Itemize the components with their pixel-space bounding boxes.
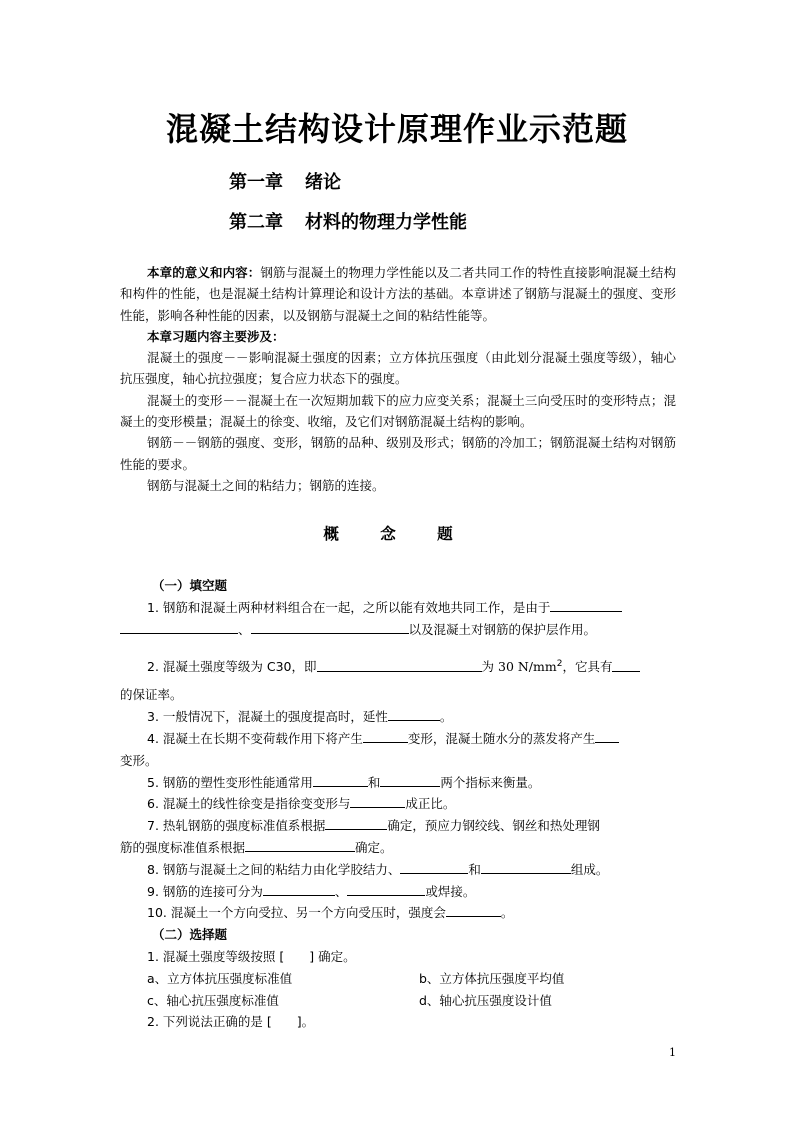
fill-q2-text: 2. 混凝土强度等级为 C30，即 xyxy=(147,659,317,675)
fill-q4-text: 4. 混凝土在长期不变荷载作用下将产生 xyxy=(147,730,363,746)
fill-q1 xyxy=(120,597,676,619)
answer-blank xyxy=(550,597,622,612)
scope-item-3: 钢筋－－钢筋的强度、变形，钢筋的品种、级别及形式；钢筋的冷加工；钢筋混凝土结构对钢筋性能的要求。 xyxy=(120,435,676,472)
chapter-1-name: 绪论 xyxy=(305,172,341,193)
choice-q1-options-ab xyxy=(120,968,676,990)
answer-blank xyxy=(446,902,501,917)
answer-blank xyxy=(263,881,335,896)
choice-option-c: c、轴心抗压强度标准值 xyxy=(147,992,279,1008)
chapter-1-heading xyxy=(229,168,341,194)
fill-q6-text-end: 成正比。 xyxy=(405,796,456,812)
fill-q10-end: 。 xyxy=(500,905,514,921)
fill-q10 xyxy=(120,902,676,924)
fill-q5 xyxy=(120,772,676,794)
answer-blank xyxy=(363,728,408,743)
fill-q8-text: 8. 钢筋与混凝土之间的粘结力由化学胶结力、 xyxy=(147,861,401,877)
fill-q3 xyxy=(120,706,676,728)
chapter-2-number: 第二章 xyxy=(229,212,283,233)
fill-q6 xyxy=(120,793,676,815)
fill-q7-cont xyxy=(120,837,676,859)
answer-blank xyxy=(347,881,425,896)
scope-label: 本章习题内容主要涉及： xyxy=(147,328,285,344)
fill-q5-and: 和 xyxy=(367,774,381,790)
meaning-text: 钢筋与混凝土的物理力学性能以及二者共同工作的特性直接影响混凝土结构和构件的性能，也是混凝土结构计算理论和设计方法的基础。本章讲述了钢筋与混凝土的强度、变形性能，影响各种性能的因素，以及钢筋与混凝土之间的粘结性能等。 xyxy=(120,265,676,323)
fill-q2-text-mid: ，它具有 xyxy=(562,659,613,675)
answer-blank xyxy=(595,728,619,743)
fill-q9 xyxy=(120,881,676,903)
document-title: 混凝土结构设计原理作业示范题 xyxy=(165,110,628,148)
fill-q6-text: 6. 混凝土的线性徐变是指徐变变形与 xyxy=(147,796,351,812)
scope-item-4: 钢筋与混凝土之间的粘结力；钢筋的连接。 xyxy=(147,477,385,493)
choice-q1: 1. 混凝土强度等级按照 [ ] 确定。 xyxy=(147,948,356,964)
fill-q4 xyxy=(120,728,676,750)
section-title: 概 念 题 xyxy=(323,525,471,543)
fill-q8-and: 和 xyxy=(468,861,481,877)
scope-item-2: 混凝土的变形－－混凝土在一次短期加载下的应力应变关系；混凝土三向受压时的变形特点；混凝土的变形模量；混凝土的徐变、收缩，及它们对钢筋混凝土结构的影响。 xyxy=(120,392,676,430)
page-number: 1 xyxy=(669,1046,676,1059)
fill-q2-cont: 的保证率。 xyxy=(120,687,183,703)
fill-q1-text: 1. 钢筋和混凝土两种材料组合在一起，之所以能有效地共同工作，是由于 xyxy=(147,599,551,615)
fill-q4-cont: 变形。 xyxy=(120,752,158,768)
choice-option-d: d、轴心抗压强度设计值 xyxy=(419,992,552,1008)
choice-option-a: a、立方体抗压强度标准值 xyxy=(147,970,293,986)
choice-heading: （二）选择题 xyxy=(152,927,228,943)
answer-blank xyxy=(388,706,440,721)
fill-q4-text-mid: 变形，混凝土随水分的蒸发将产生 xyxy=(407,730,596,746)
answer-blank xyxy=(481,859,571,874)
answer-blank xyxy=(612,657,640,672)
chapter-2-name: 材料的物理力学性能 xyxy=(305,212,467,233)
chapter-intro xyxy=(120,262,676,496)
choice-q1-options-cd xyxy=(120,990,676,1012)
fill-q5-text-end: 两个指标来衡量。 xyxy=(440,774,541,790)
fill-in-heading: （一）填空题 xyxy=(152,578,228,593)
fill-q2-unit: 为 30 N/mm xyxy=(481,659,557,675)
meaning-paragraph xyxy=(120,262,676,326)
fill-q1-cont xyxy=(120,619,676,641)
answer-blank xyxy=(325,815,387,830)
fill-q7-text-mid: 确定，预应力钢绞线、钢丝和热处理钢 xyxy=(387,818,600,834)
fill-q9-text: 9. 钢筋的连接可分为 xyxy=(147,883,263,899)
fill-q3-end: 。 xyxy=(439,709,453,725)
questions-block xyxy=(120,575,676,1033)
fill-q2-unit-sup: 2 xyxy=(556,659,563,670)
choice-q2: 2. 下列说法正确的是 [ ]。 xyxy=(147,1014,315,1030)
fill-q9-sep: 、 xyxy=(334,883,348,899)
fill-q7-text-end: 确定。 xyxy=(355,839,393,855)
choice-option-b: b、立方体抗压强度平均值 xyxy=(419,970,565,986)
fill-q7-text: 7. 热轧钢筋的强度标准值系根据 xyxy=(147,818,326,834)
answer-blank xyxy=(245,837,355,852)
answer-blank xyxy=(120,619,238,634)
fill-q8 xyxy=(120,859,676,881)
meaning-label: 本章的意义和内容： xyxy=(147,265,261,280)
chapter-1-number: 第一章 xyxy=(229,172,283,193)
fill-q9-text-end: 或焊接。 xyxy=(425,883,476,899)
answer-blank xyxy=(380,772,440,787)
answer-blank xyxy=(313,772,368,787)
fill-q7-text-2: 筋的强度标准值系根据 xyxy=(120,839,246,855)
fill-q10-text: 10. 混凝土一个方向受拉、另一个方向受压时，强度会 xyxy=(147,905,446,921)
answer-blank xyxy=(317,657,482,672)
fill-q3-text: 3. 一般情况下，混凝土的强度提高时，延性 xyxy=(147,709,388,725)
fill-q1-text-end: 以及混凝土对钢筋的保护层作用。 xyxy=(408,621,597,637)
fill-q5-text: 5. 钢筋的塑性变形性能通常用 xyxy=(147,774,313,790)
fill-q7 xyxy=(120,815,676,837)
scope-item-1: 混凝土的强度－－影响混凝土强度的因素；立方体抗压强度（由此划分混凝土强度等级），轴心抗压强度，轴心抗拉强度；复合应力状态下的强度。 xyxy=(120,350,676,387)
fill-q2 xyxy=(120,654,676,678)
fill-q1-separator: 、 xyxy=(238,621,251,637)
answer-blank xyxy=(400,859,468,874)
chapter-2-heading xyxy=(229,208,467,234)
answer-blank xyxy=(251,619,409,634)
fill-q8-text-end: 组成。 xyxy=(570,861,609,877)
answer-blank xyxy=(350,793,405,808)
